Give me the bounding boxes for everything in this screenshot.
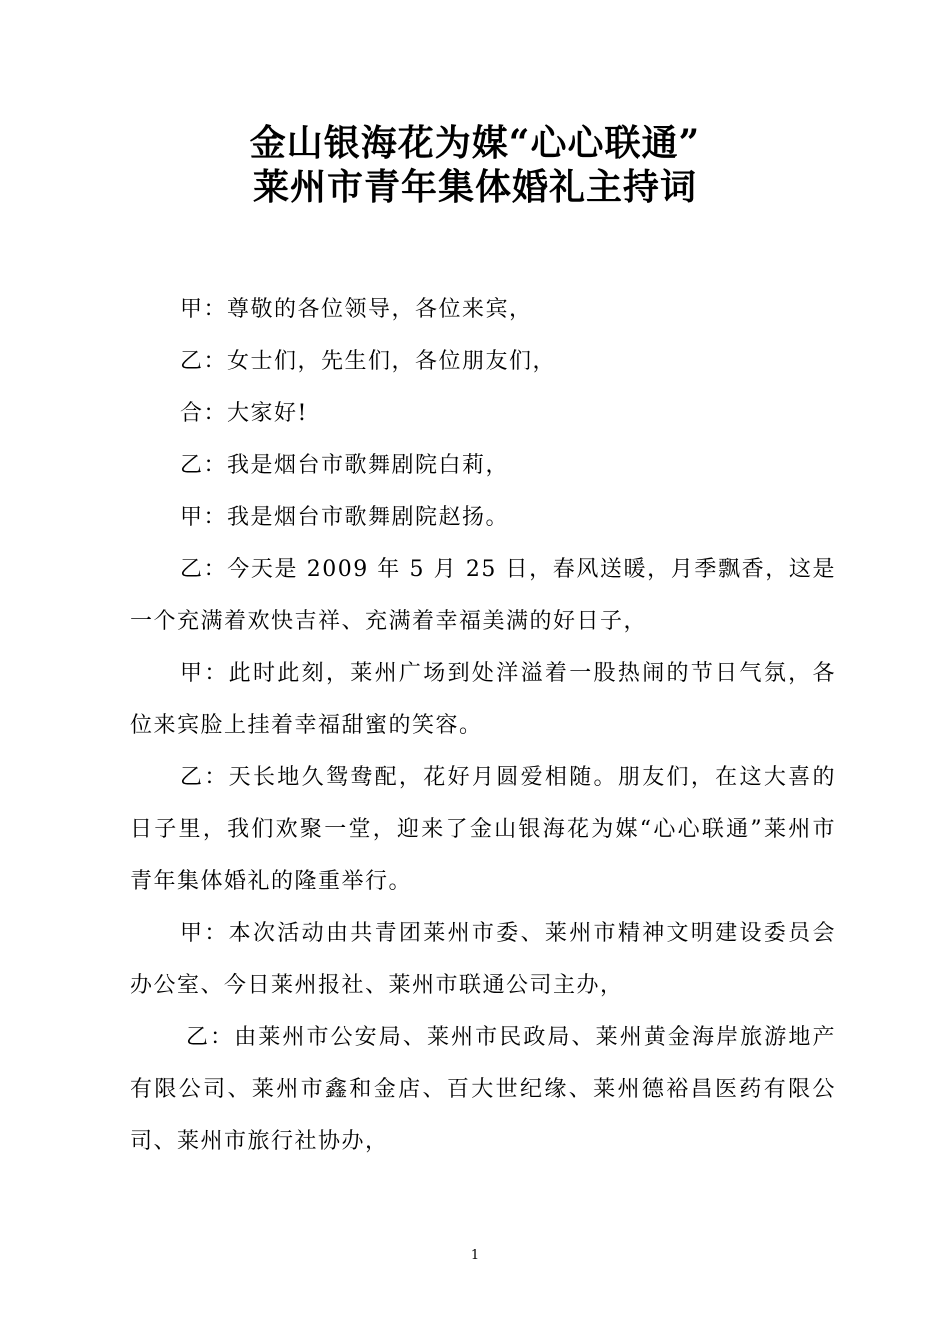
paragraph: 乙：我是烟台市歌舞剧院白莉，: [180, 453, 510, 478]
document-body: [130, 284, 836, 1168]
paragraph: 乙：今天是 2009 年 5 月 25 日，春风送暖，月季飘香，这是一个充满着欢快吉祥、充满着幸福美满的好日子，: [130, 557, 836, 634]
paragraph: 乙：由莱州市公安局、莱州市民政局、莱州黄金海岸旅游地产有限公司、莱州市鑫和金店、百大世纪缘、莱州德裕昌医药有限公司、莱州市旅行社协办，: [130, 1025, 836, 1154]
document-title-line-2: 莱州市青年集体婚礼主持词: [252, 166, 697, 208]
paragraph: 甲：我是烟台市歌舞剧院赵扬。: [180, 505, 510, 530]
page-number: 1: [470, 1248, 480, 1263]
paragraph: 甲：本次活动由共青团莱州市委、莱州市精神文明建设委员会办公室、今日莱州报社、莱州市联通公司主办，: [130, 921, 836, 998]
paragraph: 乙：天长地久鸳鸯配，花好月圆爱相随。朋友们，在这大喜的日子里，我们欢聚一堂，迎来了金山银海花为媒“心心联通”莱州市青年集体婚礼的隆重举行。: [130, 765, 836, 894]
paragraph: 甲：尊敬的各位领导，各位来宾，: [180, 297, 533, 322]
paragraph: 甲：此时此刻，莱州广场到处洋溢着一股热闹的节日气氛，各位来宾脸上挂着幸福甜蜜的笑容。: [130, 661, 836, 738]
document-title-line-1: 金山银海花为媒“心心联通”: [249, 122, 701, 164]
paragraph: 合：大家好!: [180, 401, 308, 426]
paragraph: 乙：女士们，先生们，各位朋友们，: [180, 349, 557, 374]
